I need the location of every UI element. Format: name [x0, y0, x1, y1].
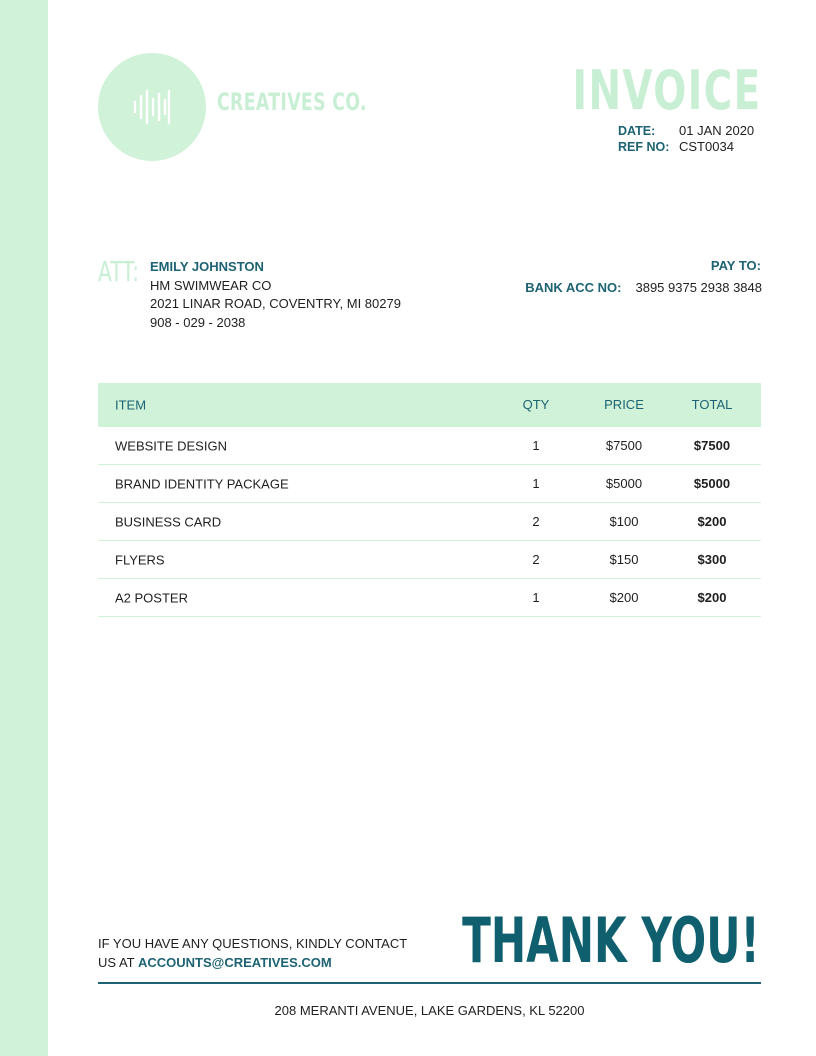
contact-email-link[interactable]: ACCOUNTS@CREATIVES.COM [137, 954, 332, 970]
contact-line-1: IF YOU HAVE ANY QUESTIONS, KINDLY CONTACT [98, 936, 408, 951]
att-label: ATT: [98, 255, 140, 288]
contact-prefix: US AT [98, 954, 138, 970]
table-row [98, 579, 761, 617]
client-address: 2021 LINAR ROAD, COVENTRY, MI 80279 [150, 296, 401, 311]
company-logo [98, 53, 206, 161]
row-price: $7500 [605, 437, 643, 453]
table-row [98, 541, 761, 579]
ref-label: REF NO: [618, 140, 670, 154]
row-total: $7500 [693, 437, 731, 453]
client-company: HM SWIMWEAR CO [150, 277, 272, 293]
row-total: $200 [697, 513, 727, 529]
ref-value: CST0034 [679, 139, 734, 154]
date-label: DATE: [618, 124, 656, 138]
invoice-date [618, 123, 754, 138]
footer-address: 208 MERANTI AVENUE, LAKE GARDENS, KL 52200 [274, 1003, 585, 1018]
items-table [98, 383, 761, 617]
contact-line-2 [98, 954, 407, 973]
row-price: $5000 [605, 475, 643, 491]
table-row [98, 503, 761, 541]
contact-note [98, 935, 407, 972]
row-item: FLYERS [115, 552, 165, 567]
bank-label: BANK ACC NO: [525, 280, 622, 295]
bank-number: 3895 9375 2938 3848 [635, 280, 762, 295]
row-qty: 2 [532, 551, 540, 567]
row-item: BUSINESS CARD [115, 514, 222, 529]
row-total: $300 [697, 551, 727, 567]
row-item: WEBSITE DESIGN [115, 438, 227, 453]
row-total: $200 [697, 589, 727, 605]
table-row [98, 465, 761, 503]
row-price: $200 [609, 589, 639, 605]
header-item: ITEM [115, 397, 147, 413]
row-price: $150 [609, 551, 639, 567]
row-qty: 1 [532, 589, 540, 605]
row-qty: 2 [532, 513, 540, 529]
row-qty: 1 [532, 475, 540, 491]
invoice-title: INVOICE [572, 59, 762, 122]
client-block [150, 258, 401, 332]
bank-account [525, 280, 762, 295]
footer-divider [98, 982, 761, 984]
pay-to-label: PAY TO: [710, 258, 761, 273]
sound-wave-icon [133, 90, 171, 124]
header-price: PRICE [604, 397, 644, 412]
table-header [98, 383, 761, 427]
header-total: TOTAL [691, 397, 733, 412]
date-value: 01 JAN 2020 [679, 123, 755, 138]
client-phone: 908 - 029 - 2038 [150, 314, 246, 330]
row-total: $5000 [693, 475, 731, 491]
table-row [98, 427, 761, 465]
thank-you-heading: THANK YOU! [462, 904, 760, 977]
invoice-ref [618, 139, 734, 154]
row-price: $100 [609, 513, 639, 529]
company-name: CREATIVES CO. [217, 88, 367, 116]
row-qty: 1 [532, 437, 540, 453]
row-item: A2 POSTER [115, 590, 188, 605]
side-accent-bar [0, 0, 48, 1056]
row-item: BRAND IDENTITY PACKAGE [115, 476, 289, 491]
header-qty: QTY [522, 397, 550, 412]
client-name: EMILY JOHNSTON [150, 259, 264, 274]
